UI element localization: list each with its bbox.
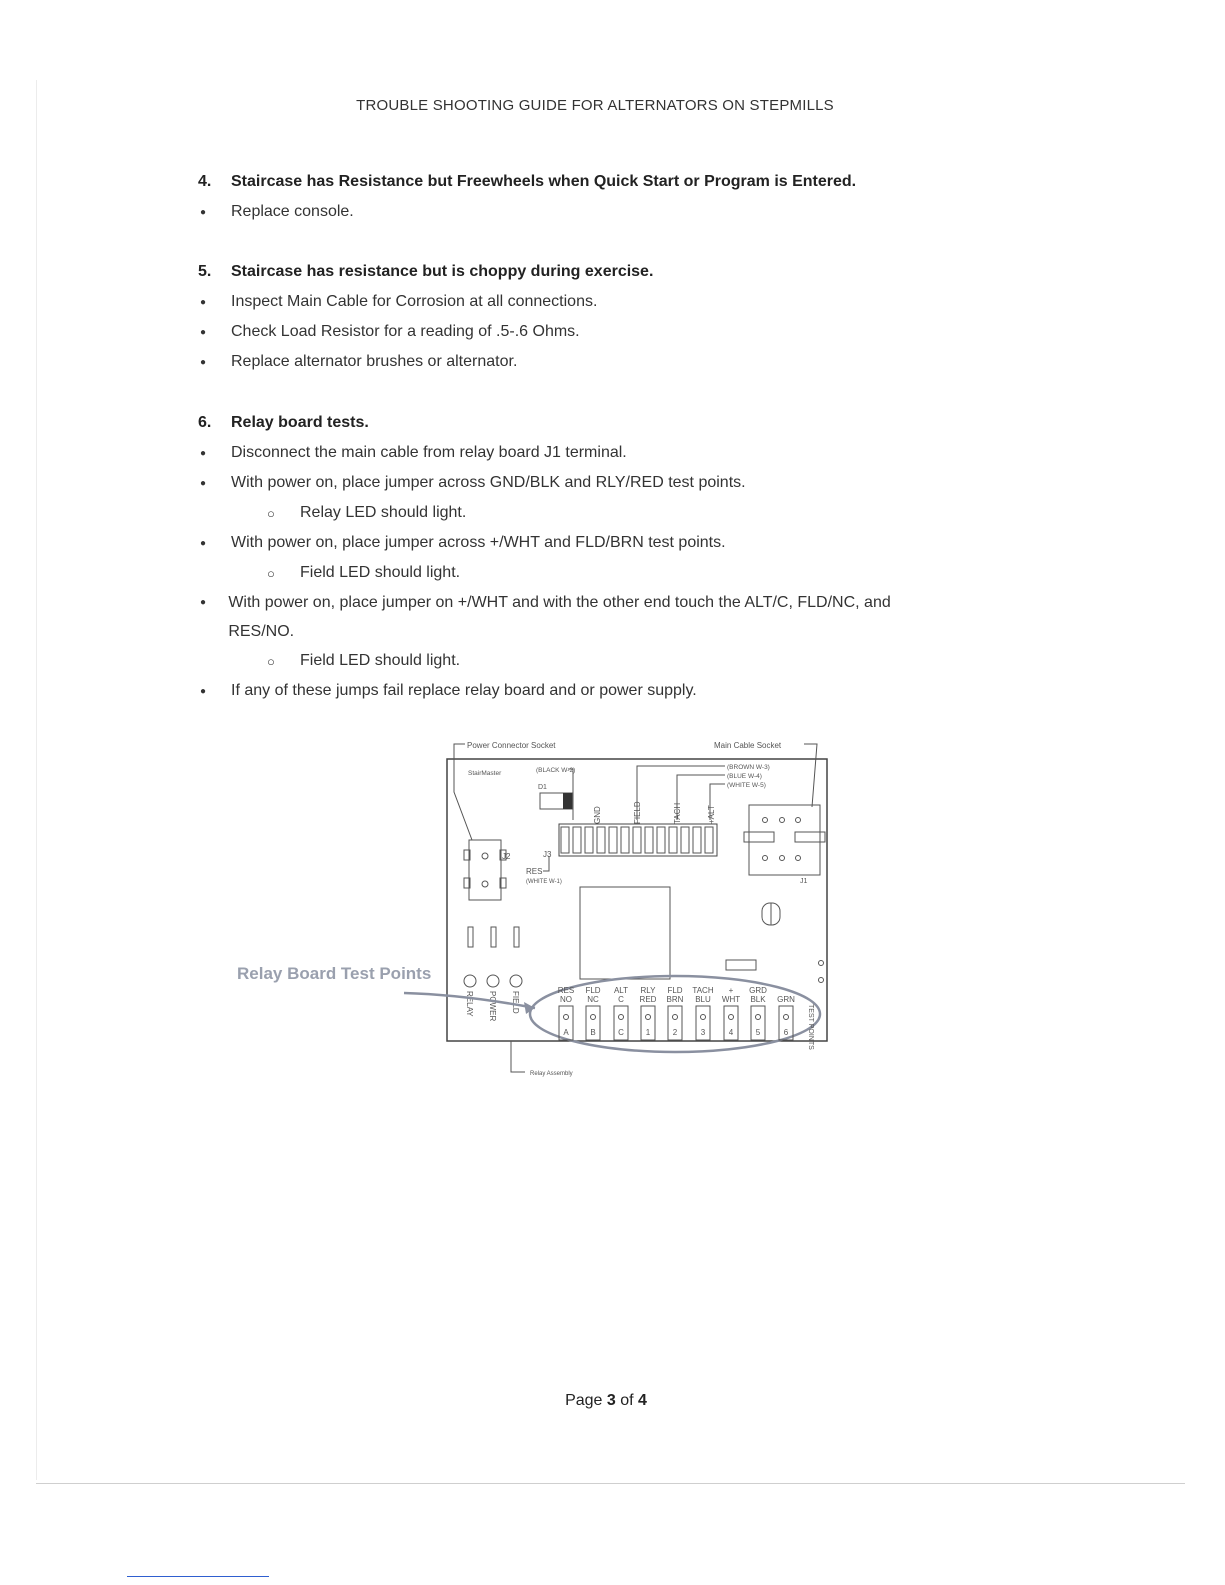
test-point-id: 3 [700, 1028, 706, 1037]
sub-list-item [198, 498, 958, 528]
test-point-id: 6 [783, 1028, 789, 1037]
component-pin [468, 927, 473, 947]
bullet-text: If any of these jumps fail replace relay board and or power supply. [231, 682, 697, 699]
bullet-icon: ● [200, 326, 207, 338]
black-wire-label: (BLACK W-2) [536, 767, 576, 774]
led-group [464, 975, 522, 987]
test-points-vertical-label: TEST POINTS [807, 1004, 814, 1050]
test-point-label: BLK [750, 995, 766, 1004]
section-title [198, 257, 958, 287]
res-label: RES [526, 867, 543, 876]
section-6 [198, 408, 958, 706]
test-point-label: GRN [777, 995, 795, 1004]
bullet-text: With power on, place jumper on +/WHT and with the other end touch the ALT/C, FLD/NC, and RES/NO. [228, 594, 891, 640]
bullet-text: Replace console. [231, 203, 354, 220]
test-point-id: 2 [672, 1028, 678, 1037]
bullet-icon: ● [200, 447, 207, 459]
test-point-label: WHT [721, 995, 741, 1004]
page-number [0, 1392, 1212, 1410]
bullet-text: Field LED should light. [300, 564, 461, 581]
test-point-id: A [563, 1028, 569, 1037]
bullet-text: Disconnect the main cable from relay board J1 terminal. [231, 444, 627, 461]
section-title [198, 408, 958, 438]
power-connector-label: Power Connector Socket [467, 741, 556, 750]
j3-label: J3 [543, 850, 552, 859]
test-point-label: TACH [692, 986, 714, 995]
list-item [198, 676, 958, 706]
test-point-label: NC [587, 995, 599, 1004]
test-point-label: FLD [585, 986, 601, 995]
bullet-text: With power on, place jumper across +/WHT and FLD/BRN test points. [231, 534, 726, 551]
main-cable-socket-j1 [744, 805, 825, 875]
section-number: 4. [198, 173, 212, 190]
list-item [198, 347, 958, 377]
page-bottom-edge [36, 1483, 1185, 1484]
brown-wire-label: (BROWN W-3) [727, 764, 770, 771]
led-label-power: POWER [488, 991, 497, 1022]
relay-assembly-leader [511, 1041, 525, 1072]
test-point-label: RLY [640, 986, 656, 995]
sub-list-item [198, 646, 958, 676]
test-point-label: + [728, 986, 734, 995]
bullet-icon: ● [200, 206, 207, 218]
bullet-text: Relay LED should light. [300, 504, 467, 521]
main-cable-leader [804, 744, 817, 807]
bullet-icon: ● [200, 537, 207, 549]
mount-hole [819, 961, 824, 966]
test-point-label: BRN [666, 995, 684, 1004]
component-pin [514, 927, 519, 947]
terminal-label: +ALT [707, 805, 716, 824]
bullet-text: Field LED should light. [300, 652, 461, 669]
power-connector-leader [454, 744, 465, 759]
main-cable-label: Main Cable Socket [714, 741, 782, 750]
list-item [198, 197, 958, 227]
page-total: 4 [638, 1392, 647, 1409]
component-pin [491, 927, 496, 947]
test-point-ids [563, 1028, 788, 1037]
test-point-label: BLU [695, 995, 711, 1004]
page-mid: of [615, 1392, 639, 1409]
circle-bullet-icon: ○ [267, 653, 275, 669]
list-item [198, 317, 958, 347]
test-point-id: B [590, 1028, 596, 1037]
test-point-label: NO [560, 995, 572, 1004]
mount-hole [819, 978, 824, 983]
callout-label: Relay Board Test Points [237, 964, 432, 983]
bullet-icon: ● [200, 296, 207, 308]
list-item [198, 287, 958, 317]
test-point-id: 1 [645, 1028, 651, 1037]
page-prefix: Page [565, 1392, 607, 1409]
list-item [198, 438, 958, 468]
bullet-text: With power on, place jumper across GND/BLK and RLY/RED test points. [231, 474, 746, 491]
list-item [198, 588, 898, 646]
section-heading: Staircase has resistance but is choppy during exercise. [231, 263, 654, 280]
test-point-labels [558, 986, 795, 1004]
d1-label: D1 [538, 784, 547, 791]
terminal-label: TACH [673, 802, 682, 824]
section-number: 5. [198, 263, 212, 280]
test-point-id: 5 [755, 1028, 761, 1037]
circle-bullet-icon: ○ [267, 565, 275, 581]
list-item [198, 528, 958, 558]
bullet-text: Inspect Main Cable for Corrosion at all connections. [231, 293, 598, 310]
bullet-text: Replace alternator brushes or alternator. [231, 353, 518, 370]
scan-underline [127, 1576, 269, 1577]
white-wire-label: (WHITE W-5) [727, 782, 766, 789]
terminal-label: GND [593, 806, 602, 824]
blue-wire-leader [677, 775, 725, 820]
document-header: TROUBLE SHOOTING GUIDE FOR ALTERNATORS ON STEPMILLS [356, 97, 834, 114]
relay-assembly-label: Relay Assembly [530, 1071, 573, 1077]
res-wire-label: (WHITE W-1) [526, 879, 562, 885]
bullet-text: Check Load Resistor for a reading of .5-.6 Ohms. [231, 323, 580, 340]
section-heading: Staircase has Resistance but Freewheels when Quick Start or Program is Entered. [231, 173, 857, 190]
sub-list-item [198, 558, 958, 588]
circle-bullet-icon: ○ [267, 505, 275, 521]
led-label-relay: RELAY [465, 991, 474, 1017]
blue-wire-label: (BLUE W-4) [727, 773, 762, 780]
terminal-label: FIELD [633, 801, 642, 824]
diode-band [563, 793, 572, 809]
test-point-label: C [618, 995, 624, 1004]
test-point-label: GRD [749, 986, 767, 995]
brand-label: StairMaster [468, 770, 502, 777]
page-current: 3 [606, 1392, 616, 1409]
bullet-icon: ● [200, 685, 207, 697]
bullet-icon: ● [200, 477, 207, 489]
j2-label: J2 [502, 852, 511, 861]
section-title [198, 167, 958, 197]
relay-component [580, 887, 670, 979]
section-number: 6. [198, 414, 212, 431]
test-point-label: ALT [613, 986, 629, 995]
list-item [198, 468, 958, 498]
j1-label: J1 [800, 878, 808, 885]
relay-board-diagram [232, 732, 832, 1092]
test-point-label: RES [557, 986, 575, 995]
power-connector-j2 [464, 840, 506, 900]
led-label-field: FIELD [511, 991, 520, 1014]
resistor [726, 960, 756, 970]
test-point-label: FLD [667, 986, 683, 995]
test-point-id: C [618, 1028, 624, 1037]
bullet-icon: ● [200, 356, 207, 368]
terminal-strip-j3 [559, 824, 717, 856]
test-point-label: RED [639, 995, 657, 1004]
bullet-icon: ● [200, 597, 207, 608]
section-heading: Relay board tests. [231, 414, 369, 431]
page-edge [36, 80, 37, 1480]
test-point-id: 4 [728, 1028, 734, 1037]
section-5 [198, 257, 958, 377]
section-4 [198, 167, 958, 227]
